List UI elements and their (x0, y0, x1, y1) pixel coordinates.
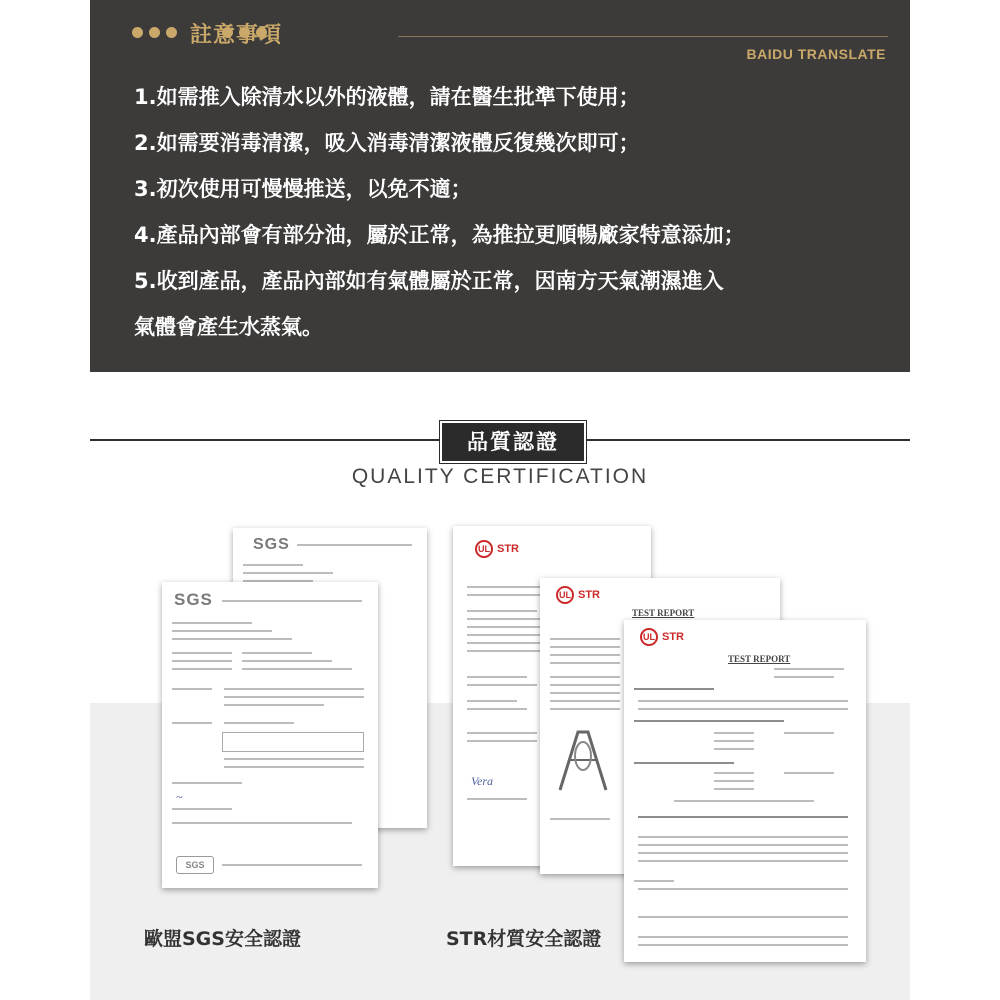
notice-item: 2.如需要消毒清潔，吸入消毒清潔液體反復幾次即可； (134, 131, 640, 155)
sgs-stamp: SGS (176, 856, 214, 874)
ul-logo (475, 540, 519, 558)
dots-row (132, 27, 177, 38)
quality-subtitle: QUALITY CERTIFICATION (351, 465, 649, 488)
sgs-certificate-front (162, 582, 378, 888)
quality-title-badge: 品質認證 (440, 421, 586, 463)
notice-title: 註意事項 (190, 23, 283, 48)
translate-label: BAIDU TRANSLATE (746, 46, 886, 62)
dot-icon (149, 27, 160, 38)
report-title: TEST REPORT (728, 654, 791, 664)
str-label: STR (578, 589, 600, 601)
notice-item: 3.初次使用可慢慢推送，以免不適； (134, 177, 472, 201)
notice-item: 4.產品內部會有部分油，屬於正常，為推拉更順暢廠家特意添加； (134, 223, 745, 247)
heading-rule-left (90, 439, 442, 441)
product-photo (548, 720, 618, 800)
notice-text-layer (0, 0, 1000, 372)
signature-mark: Vera (471, 774, 493, 788)
str-report-3 (624, 620, 866, 962)
ul-mark-icon: UL (556, 586, 574, 604)
str-label: STR (662, 631, 684, 643)
signature-mark: ~ (176, 790, 183, 804)
report-title: TEST REPORT (632, 608, 695, 618)
str-label: STR (497, 543, 519, 555)
sgs-logo: SGS (174, 590, 213, 609)
ul-mark-icon: UL (475, 540, 493, 558)
notice-item: 1.如需推入除清水以外的液體，請在醫生批準下使用； (134, 85, 640, 109)
ul-logo (556, 586, 600, 604)
notice-item: 氣體會產生水蒸氣。 (134, 315, 323, 339)
sgs-logo: SGS (253, 536, 290, 553)
ul-logo (640, 628, 684, 646)
sgs-caption: 歐盟SGS安全認證 (144, 928, 301, 950)
ul-mark-icon: UL (640, 628, 658, 646)
dot-icon (132, 27, 143, 38)
notice-list (134, 74, 894, 350)
dot-icon (166, 27, 177, 38)
notice-item: 5.收到產品，產品內部如有氣體屬於正常，因南方天氣潮濕進入 (134, 269, 724, 293)
str-caption: STR材質安全認證 (446, 928, 602, 950)
heading-rule-right (582, 439, 910, 441)
